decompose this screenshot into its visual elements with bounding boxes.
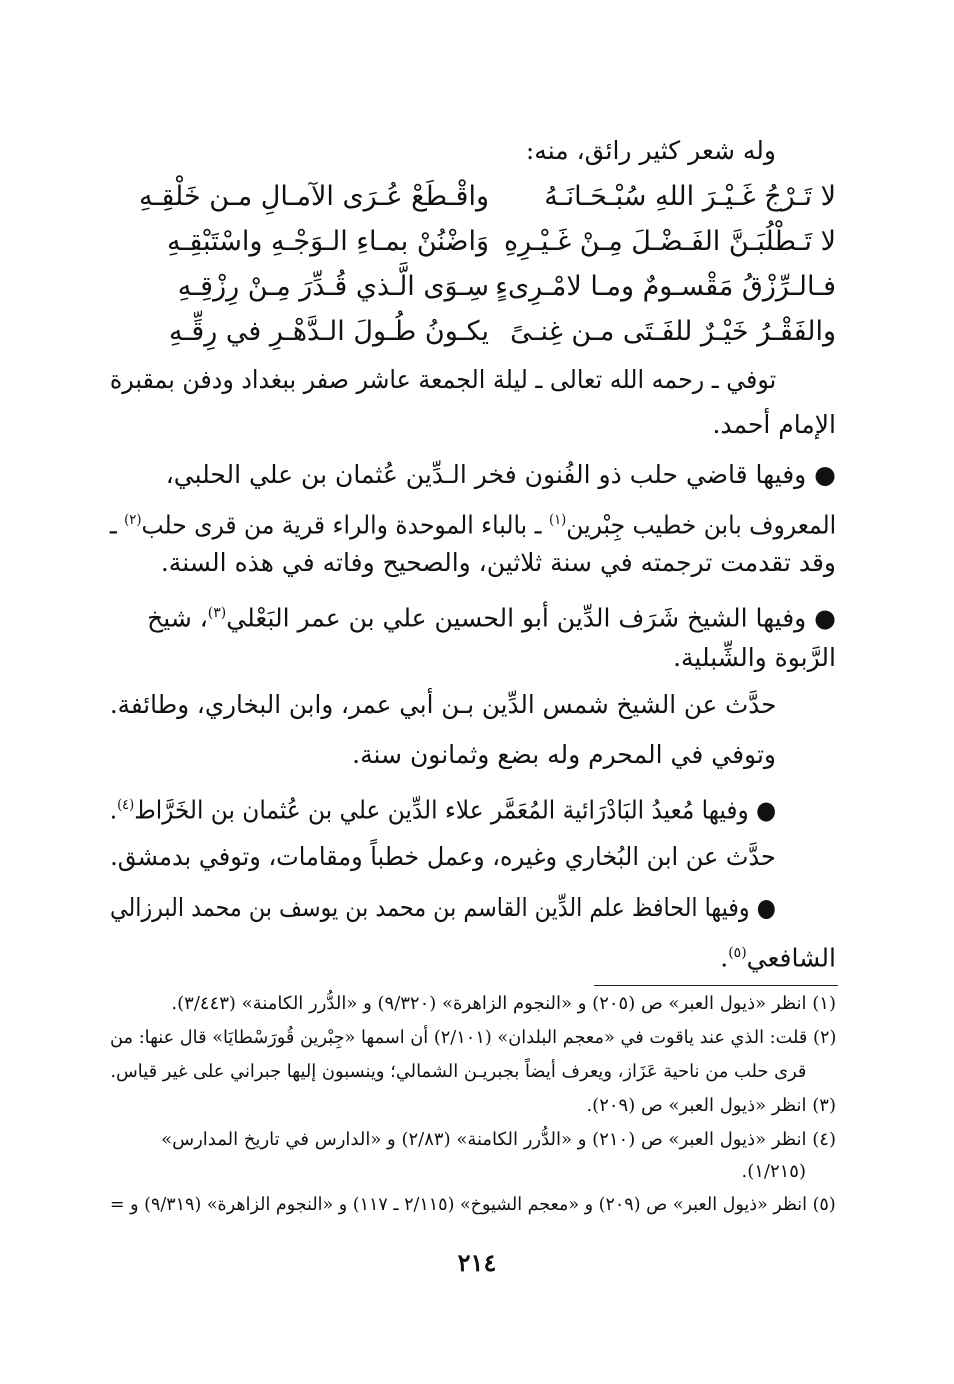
verse-1-second: واقْـطَعْ عُـرَى الآمـالِ مـن خَلْقِـهِ bbox=[139, 181, 489, 212]
qadi-line-2-text-a: المعروف بابن خطيب جِبْرين bbox=[566, 510, 836, 540]
muid-text: ● وفيها مُعيدُ البَادْرَائية المُعَمَّر علاء الدِّين علي بن عُثمان بن الخَرَّاط bbox=[133, 795, 776, 825]
paragraph-qadi-line-1: ● وفيها قاضي حلب ذو الفُنون فخر الـدِّين عُثمان بن علي الحلبي، bbox=[165, 460, 836, 489]
paragraph-shaykh-line-2: الرَّبوة والشِّبلية. bbox=[673, 643, 836, 672]
footnote-3: (٣) انظر «ذيول العبر» ص (٢٠٩). bbox=[586, 1095, 836, 1116]
footnote-ref-2: (٢) bbox=[123, 512, 142, 528]
intro-line: وله شعر كثير رائق، منه: bbox=[525, 136, 776, 165]
shaykh-line-1-text-a: ● وفيها الشيخ شَرَف الدِّين أبو الحسين علي بن عمر البَعْلي bbox=[226, 603, 836, 633]
paragraph-haddath-1: حدَّث عن الشيخ شمس الدِّين بـن أبي عمر، وابن البخاري، وطائفة. bbox=[109, 690, 776, 719]
paragraph-qadi-line-3: وقد تقدمت ترجمته في سنة ثلاثين، والصحيح وفاته في هذه السنة. bbox=[160, 548, 836, 577]
footnote-4: (٤) انظر «ذيول العبر» ص (٢١٠) و «الدُّرر الكامنة» (٢/٨٣) و «الدارس في تاريخ المدارس» bbox=[161, 1129, 836, 1150]
page-number: ٢١٤ bbox=[457, 1248, 497, 1277]
verse-3-first: فـالـرِّزْقُ مَقْسـومٌ ومـا لامْـرِىءٍ bbox=[495, 271, 836, 302]
qadi-line-2-text-c: ـ bbox=[109, 510, 124, 540]
paragraph-qadi-line-2 bbox=[110, 505, 836, 540]
verse-4-first: والفَقْـرُ خَيْـرٌ للفَـتَى مـن غِنـىً bbox=[510, 316, 836, 347]
footnote-5: (٥) انظر «ذيول العبر» ص (٢٠٩) و «معجم الشيوخ» (٢/١١٥ ـ ١١٧) و «النجوم الزاهرة» (٩/٣١٩) و = bbox=[110, 1194, 836, 1215]
qadi-line-2-text-b: ـ بالباء الموحدة والراء قرية من قرى حلب bbox=[141, 510, 549, 540]
verse-2-first: لا تَـطْلُبَـنَّ الفَـضْـلَ مِـنْ غَـيْـرِهِ bbox=[504, 226, 836, 257]
hafiz-line-2-end: . bbox=[720, 943, 729, 973]
verse-4-second: يكـونُ طُـولَ الـدَّهْـرِ في رِقِّـهِ bbox=[168, 316, 489, 347]
footnote-ref-4: (٤) bbox=[116, 797, 134, 813]
verse-3-second: سِـوَى الَّـذي قُـدِّرَ مِـنْ رِزْقِـهِ bbox=[177, 271, 489, 302]
hafiz-line-2-text: الشافعي bbox=[746, 943, 836, 973]
paragraph-haddath-2: حدَّث عن ابن البُخاري وغيره، وعمل خطباً ومقامات، وتوفي بدمشق. bbox=[110, 842, 776, 871]
footnote-1: (١) انظر «ذيول العبر» ص (٢٠٥) و «النجوم الزاهرة» (٩/٣٢٠) و «الدُّرر الكامنة» (٣/٤٤٣). bbox=[171, 993, 836, 1014]
footnote-ref-3: (٣) bbox=[207, 605, 227, 621]
footnote-ref-1: (١) bbox=[548, 512, 567, 528]
verse-1-first: لا تَـرْجُ غَـيْـرَ اللهِ سُبْـحَـانَـهُ bbox=[544, 181, 836, 212]
paragraph-death-line-1: توفي ـ رحمه الله تعالى ـ ليلة الجمعة عاشر صفر ببغداد ودفن بمقبرة bbox=[109, 365, 776, 394]
paragraph-death-line-2: الإمام أحمد. bbox=[712, 410, 836, 439]
footnote-2: (٢) قلت: الذي عند ياقوت في «معجم البلدان» (٢/١٠١) أن اسمها «جِبْرين قُورَسْطايَا» قال عنها: من bbox=[109, 1027, 836, 1048]
footnote-ref-5: (٥) bbox=[728, 945, 747, 961]
footnote-4-continued: (١/٢١٥). bbox=[741, 1161, 806, 1182]
paragraph-hafiz-line-2 bbox=[720, 938, 836, 973]
paragraph-hafiz-line-1: ● وفيها الحافظ علم الدِّين القاسم بن محمد بن يوسف بن محمد البرزالي bbox=[109, 893, 776, 922]
shaykh-line-1-text-b: ، شيخ bbox=[147, 603, 208, 633]
paragraph-muid bbox=[109, 790, 776, 825]
footnote-2-continued: قرى حلب من ناحية عَزَاز، ويعرف أيضاً بجبريـن الشمالي؛ وينسبون إليها جبراني على غير قياس. bbox=[109, 1061, 806, 1082]
paragraph-tuwuffi-1: وتوفي في المحرم وله بضع وثمانون سنة. bbox=[352, 740, 776, 769]
muid-end: . bbox=[109, 795, 117, 825]
verse-2-second: وَاضْنُنْ بمـاءِ الـوَجْـهِ واسْتَبْقِـهِ bbox=[166, 226, 489, 257]
paragraph-shaykh-line-1 bbox=[147, 598, 836, 633]
footnote-separator bbox=[594, 985, 838, 986]
